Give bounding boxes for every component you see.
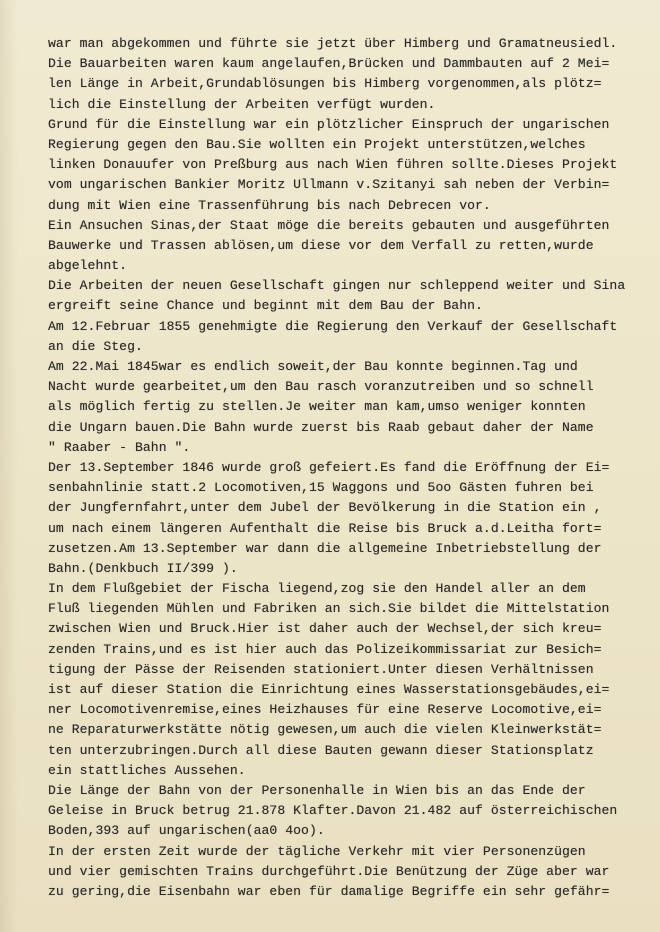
text-line: Ein Ansuchen Sinas,der Staat möge die bereits gebauten und ausgeführten <box>48 217 610 233</box>
text-line: Bauwerke und Trassen ablösen,um diese vor dem Verfall zu retten,wurde <box>48 237 594 253</box>
text-line: Regierung gegen den Bau.Sie wollten ein Projekt unterstützen,welches <box>48 136 586 152</box>
text-line: ten unterzubringen.Durch all diese Bauten gewann dieser Stationsplatz <box>48 742 594 758</box>
text-line: linken Donauufer von Preßburg aus nach Wien führen sollte.Dieses Projekt <box>48 157 618 173</box>
text-line: " Raaber - Bahn ". <box>48 439 191 455</box>
text-line: Geleise in Bruck betrug 21.878 Klafter.Davon 21.482 auf österreichischen <box>48 803 618 819</box>
text-line: ist auf dieser Station die Einrichtung eines Wasserstationsgebäudes,ei= <box>48 682 610 697</box>
text-line: und vier gemischten Trains durchgeführt.Die Benützung der Züge aber war <box>48 863 610 879</box>
text-line: In dem Flußgebiet der Fischa liegend,zog sie den Handel aller an dem <box>48 581 586 597</box>
text-line: als möglich fertig zu stellen.Je weiter man kam,umso weniger konnten <box>48 399 586 415</box>
text-line: Die Bauarbeiten waren kaum angelaufen,Brücken und Dammbauten auf 2 Mei= <box>48 56 610 72</box>
text-line: zusetzen.Am 13.September war dann die allgemeine Inbetriebstellung der <box>48 540 602 556</box>
text-line: der Jungfernfahrt,unter dem Jubel der Bevölkerung in die Station ein , <box>48 500 602 516</box>
text-line: Bahn.(Denkbuch II/399 ). <box>48 560 238 576</box>
text-line: Am 12.Februar 1855 genehmigte die Regierung den Verkauf der Gesellschaft <box>48 318 618 334</box>
text-line: Der 13.September 1846 wurde groß gefeiert.Es fand die Eröffnung der Ei= <box>48 459 610 475</box>
paper-edge-shadow <box>0 0 18 932</box>
text-line: ner Locomotivenremise,eines Heizhauses für eine Reserve Locomotive,ei= <box>48 702 602 718</box>
text-line: ergreift seine Chance und beginnt mit dem Bau der Bahn. <box>48 298 483 314</box>
text-line: senbahnlinie statt.2 Locomotiven,15 Waggons und 5oo Gästen fuhren bei <box>48 480 594 496</box>
text-line: dung mit Wien eine Trassenführung bis nach Debrecen vor. <box>48 197 491 213</box>
text-line: Am 22.Mai 1845war es endlich soweit,der Bau konnte beginnen.Tag und <box>48 359 578 374</box>
text-line: um nach einem längeren Aufenthalt die Reise bis Bruck a.d.Leitha fort= <box>48 520 602 536</box>
text-line: zu gering,die Eisenbahn war eben für damalige Begriffe ein sehr gefähr= <box>48 883 610 899</box>
text-line: Nacht wurde gearbeitet,um den Bau rasch voranzutreiben und so schnell <box>48 379 594 395</box>
text-line: an die Steg. <box>48 338 143 354</box>
text-line: zwischen Wien und Bruck.Hier ist daher auch der Wechsel,der sich kreu= <box>48 621 602 637</box>
text-line: lich die Einstellung der Arbeiten verfügt wurden. <box>48 96 436 112</box>
typewritten-text-block <box>48 34 640 902</box>
text-line: Fluß liegenden Mühlen und Fabriken an sich.Sie bildet die Mittelstation <box>48 601 610 617</box>
text-line: zenden Trains,und es ist hier auch das Polizeikommissariat zur Besich= <box>48 641 602 657</box>
text-line: die Ungarn bauen.Die Bahn wurde zuerst bis Raab gebaut daher der Name <box>48 419 594 435</box>
text-line: len Länge in Arbeit,Grundablösungen bis Himberg vorgenommen,als plötz= <box>48 76 602 92</box>
text-line: abgelehnt. <box>48 258 128 274</box>
text-line: In der ersten Zeit wurde der tägliche Verkehr mit vier Personenzügen <box>48 843 586 859</box>
text-line: tigung der Pässe der Reisenden stationiert.Unter diesen Verhältnissen <box>48 661 594 677</box>
text-line: Boden,393 auf ungarischen(aa0 4oo). <box>48 823 325 839</box>
text-line: Die Länge der Bahn von der Personenhalle in Wien bis an das Ende der <box>48 782 586 798</box>
text-line: Die Arbeiten der neuen Gesellschaft gingen nur schleppend weiter und Sina <box>48 278 626 294</box>
text-line: vom ungarischen Bankier Moritz Ullmann v.Szitanyi sah neben der Verbin= <box>48 177 610 193</box>
text-line: Grund für die Einstellung war ein plötzlicher Einspruch der ungarischen <box>48 116 610 132</box>
text-line: ein stattliches Aussehen. <box>48 762 246 778</box>
text-line: war man abgekommen und führte sie jetzt über Himberg und Gramatneusiedl. <box>48 36 618 51</box>
text-line: ne Reparaturwerkstätte nötig gewesen,um auch die vielen Kleinwerkstät= <box>48 722 602 738</box>
